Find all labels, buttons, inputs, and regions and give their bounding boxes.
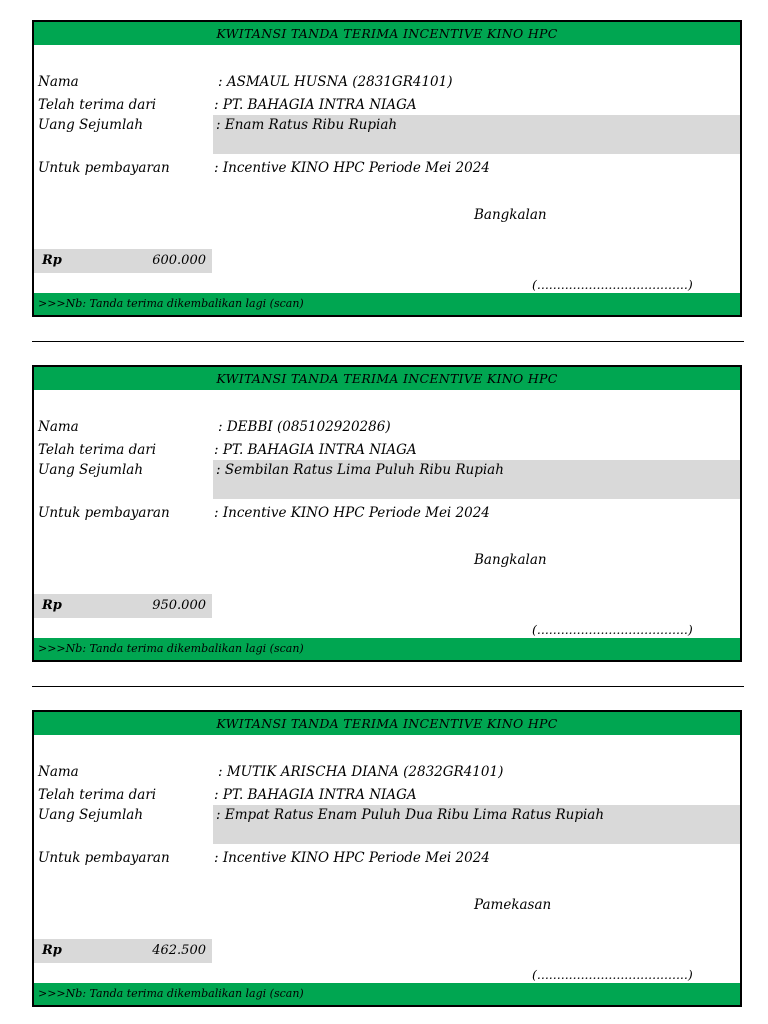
city-name: Pamekasan [474,897,552,913]
rp-amount-box [34,249,212,273]
note-bar: >>>Nb: Tanda terima dikembalikan lagi (scan) [34,293,740,315]
untuk-pembayaran-label: Untuk pembayaran [38,160,170,176]
untuk-pembayaran-value: : Incentive KINO HPC Periode Mei 2024 [214,850,490,866]
signature-line: (......................................) [532,622,693,637]
telah-terima-dari-label: Telah terima dari [38,442,157,458]
uang-sejumlah-value: : Sembilan Ratus Lima Puluh Ribu Rupiah [216,462,504,478]
nama-value: : DEBBI (085102920286) [218,419,391,435]
nama-value: : MUTIK ARISCHA DIANA (2832GR4101) [218,764,504,780]
rp-value: 600.000 [152,253,206,268]
city-name: Bangkalan [474,552,547,568]
divider-line [32,341,744,342]
telah-terima-dari-label: Telah terima dari [38,787,157,803]
note-bar: >>>Nb: Tanda terima dikembalikan lagi (scan) [34,638,740,660]
receipt-title: KWITANSI TANDA TERIMA INCENTIVE KINO HPC [34,712,740,735]
rp-label: Rp [42,943,62,958]
telah-terima-dari-value: : PT. BAHAGIA INTRA NIAGA [214,442,417,458]
signature-line: (......................................) [532,277,693,292]
rp-value: 462.500 [152,943,206,958]
untuk-pembayaran-value: : Incentive KINO HPC Periode Mei 2024 [214,160,490,176]
nama-label: Nama [38,419,79,435]
rp-label: Rp [42,598,62,613]
receipt-1 [32,20,742,317]
telah-terima-dari-label: Telah terima dari [38,97,157,113]
divider-line [32,686,744,687]
signature-line: (......................................) [532,967,693,982]
uang-sejumlah-label: Uang Sejumlah [38,462,144,478]
uang-sejumlah-label: Uang Sejumlah [38,117,144,133]
receipt-title: KWITANSI TANDA TERIMA INCENTIVE KINO HPC [34,367,740,390]
receipt-2 [32,365,742,662]
untuk-pembayaran-value: : Incentive KINO HPC Periode Mei 2024 [214,505,490,521]
telah-terima-dari-value: : PT. BAHAGIA INTRA NIAGA [214,97,417,113]
uang-sejumlah-value: : Empat Ratus Enam Puluh Dua Ribu Lima Ratus Rupiah [216,807,605,823]
rp-value: 950.000 [152,598,206,613]
rp-label: Rp [42,253,62,268]
nama-label: Nama [38,764,79,780]
telah-terima-dari-value: : PT. BAHAGIA INTRA NIAGA [214,787,417,803]
untuk-pembayaran-label: Untuk pembayaran [38,505,170,521]
rp-amount-box [34,939,212,963]
receipt-3 [32,710,742,1007]
receipt-title: KWITANSI TANDA TERIMA INCENTIVE KINO HPC [34,22,740,45]
rp-amount-box [34,594,212,618]
nama-label: Nama [38,74,79,90]
note-bar: >>>Nb: Tanda terima dikembalikan lagi (scan) [34,983,740,1005]
nama-value: : ASMAUL HUSNA (2831GR4101) [218,74,453,90]
city-name: Bangkalan [474,207,547,223]
uang-sejumlah-label: Uang Sejumlah [38,807,144,823]
untuk-pembayaran-label: Untuk pembayaran [38,850,170,866]
uang-sejumlah-value: : Enam Ratus Ribu Rupiah [216,117,398,133]
